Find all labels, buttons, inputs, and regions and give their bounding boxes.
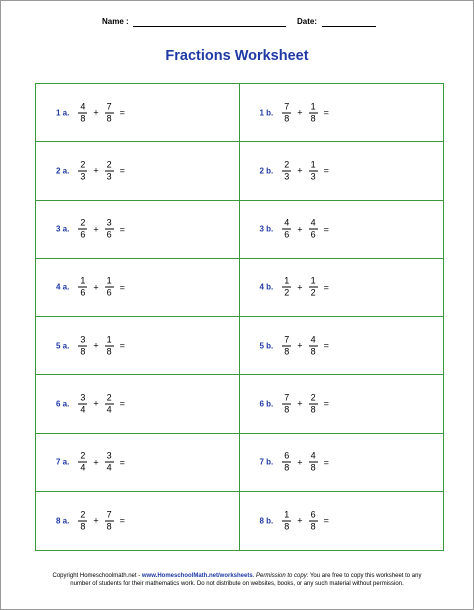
fraction	[105, 159, 114, 182]
fraction	[78, 451, 87, 474]
denominator: 2	[310, 287, 316, 298]
plus-sign: +	[93, 107, 99, 118]
fraction	[282, 392, 291, 415]
problem-label: 3 a.	[56, 224, 70, 234]
numerator: 1	[310, 159, 316, 170]
denominator: 8	[80, 346, 86, 357]
fraction	[282, 334, 291, 357]
problem-label: 4 a.	[56, 282, 70, 292]
numerator: 4	[310, 334, 316, 345]
problem	[260, 276, 329, 299]
problem-grid	[35, 83, 444, 551]
denominator: 4	[80, 462, 86, 473]
fraction	[282, 451, 291, 474]
equals-sign: =	[119, 282, 125, 293]
denominator: 6	[80, 229, 86, 240]
fraction	[105, 334, 114, 357]
problem	[260, 451, 329, 474]
plus-sign: +	[297, 282, 303, 293]
fraction	[309, 276, 318, 299]
problem-cell	[36, 259, 240, 317]
denominator: 8	[310, 113, 316, 124]
numerator: 1	[106, 275, 112, 286]
denominator: 6	[284, 229, 290, 240]
problem-cell	[240, 434, 444, 492]
denominator: 8	[284, 404, 290, 415]
problem	[56, 334, 125, 357]
problem	[260, 392, 329, 415]
problem-label: 2 b.	[259, 166, 274, 176]
problem-cell	[36, 492, 240, 550]
problem-label: 7 a.	[56, 457, 70, 467]
fraction	[309, 218, 318, 241]
denominator: 8	[310, 462, 316, 473]
footer-copyright: Copyright Homeschoolmath.net -	[52, 573, 142, 579]
fraction	[105, 509, 114, 532]
numerator: 2	[310, 392, 316, 403]
problem	[56, 101, 125, 124]
fraction	[282, 101, 291, 124]
problem	[260, 159, 329, 182]
denominator: 2	[284, 287, 290, 298]
plus-sign: +	[93, 282, 99, 293]
plus-sign: +	[297, 515, 303, 526]
equals-sign: =	[119, 340, 125, 351]
problem-cell	[36, 142, 240, 200]
fraction	[78, 392, 87, 415]
footer-permission-text: You are free to copy this worksheet to any	[308, 573, 422, 579]
equals-sign: =	[119, 398, 125, 409]
numerator: 4	[80, 101, 86, 112]
page-title: Fractions Worksheet	[165, 48, 309, 64]
denominator: 3	[80, 171, 86, 182]
numerator: 4	[284, 217, 290, 228]
problem-label: 3 b.	[259, 224, 274, 234]
date-label: Date:	[297, 17, 318, 26]
equals-sign: =	[323, 107, 329, 118]
denominator: 8	[310, 521, 316, 532]
problem-label: 1 b.	[259, 108, 274, 118]
denominator: 6	[310, 229, 316, 240]
equals-sign: =	[119, 515, 125, 526]
problem	[56, 276, 125, 299]
fraction	[78, 509, 87, 532]
equals-sign: =	[323, 457, 329, 468]
problem	[56, 509, 125, 532]
fraction	[78, 101, 87, 124]
denominator: 4	[106, 404, 112, 415]
problem-label: 7 b.	[259, 457, 274, 467]
problem-cell	[36, 201, 240, 259]
numerator: 1	[310, 101, 316, 112]
plus-sign: +	[297, 224, 303, 235]
denominator: 3	[106, 171, 112, 182]
numerator: 3	[80, 334, 86, 345]
denominator: 8	[284, 521, 290, 532]
problem-cell	[240, 317, 444, 375]
footer-link[interactable]: www.HomeschoolMath.net/worksheets	[141, 573, 253, 579]
fraction	[282, 159, 291, 182]
problem-label: 5 b.	[259, 341, 274, 351]
denominator: 3	[284, 171, 290, 182]
fraction	[282, 509, 291, 532]
numerator: 6	[310, 509, 316, 520]
problem-cell	[240, 142, 444, 200]
problem-cell	[36, 375, 240, 433]
equals-sign: =	[323, 515, 329, 526]
problem-label: 2 a.	[56, 166, 70, 176]
denominator: 8	[106, 113, 112, 124]
numerator: 1	[284, 509, 290, 520]
denominator: 6	[106, 229, 112, 240]
denominator: 8	[284, 462, 290, 473]
fraction	[309, 334, 318, 357]
plus-sign: +	[93, 457, 99, 468]
fraction	[105, 218, 114, 241]
footer-line-1: Copyright Homeschoolmath.net - www.HomeschoolMath.net/worksheets. Permission to copy: You are free to copy this worksheet to any	[52, 573, 422, 579]
numerator: 2	[80, 217, 86, 228]
numerator: 2	[80, 159, 86, 170]
fraction	[309, 159, 318, 182]
denominator: 8	[284, 113, 290, 124]
numerator: 1	[80, 275, 86, 286]
denominator: 8	[80, 113, 86, 124]
name-line	[133, 26, 286, 27]
fraction	[309, 101, 318, 124]
numerator: 2	[106, 159, 112, 170]
fraction	[105, 101, 114, 124]
numerator: 4	[310, 450, 316, 461]
plus-sign: +	[93, 398, 99, 409]
fraction	[105, 276, 114, 299]
numerator: 6	[284, 450, 290, 461]
header-row	[0, 17, 474, 31]
problem-cell	[240, 492, 444, 550]
plus-sign: +	[297, 398, 303, 409]
equals-sign: =	[323, 398, 329, 409]
fraction	[78, 334, 87, 357]
fraction	[282, 276, 291, 299]
equals-sign: =	[323, 340, 329, 351]
plus-sign: +	[93, 165, 99, 176]
denominator: 6	[106, 287, 112, 298]
numerator: 3	[106, 450, 112, 461]
plus-sign: +	[93, 224, 99, 235]
fraction	[105, 451, 114, 474]
equals-sign: =	[323, 165, 329, 176]
footer-line-2: number of students for their mathematics work. Do not distribute on websites, books, or any such material without permission.	[70, 581, 404, 587]
numerator: 1	[310, 275, 316, 286]
fraction	[309, 509, 318, 532]
plus-sign: +	[297, 107, 303, 118]
denominator: 4	[106, 462, 112, 473]
fraction	[78, 218, 87, 241]
numerator: 2	[106, 392, 112, 403]
problem-cell	[36, 317, 240, 375]
denominator: 3	[310, 171, 316, 182]
fraction	[78, 159, 87, 182]
equals-sign: =	[119, 224, 125, 235]
problem	[260, 101, 329, 124]
numerator: 7	[284, 392, 290, 403]
plus-sign: +	[297, 165, 303, 176]
fraction	[282, 218, 291, 241]
numerator: 2	[80, 450, 86, 461]
denominator: 4	[80, 404, 86, 415]
name-label: Name :	[102, 17, 129, 26]
problem-cell	[240, 84, 444, 142]
problem-cell	[240, 201, 444, 259]
problem	[260, 334, 329, 357]
problem	[56, 159, 125, 182]
date-line	[322, 26, 376, 27]
problem-label: 4 b.	[259, 282, 274, 292]
problem-label: 8 a.	[56, 516, 70, 526]
problem-label: 5 a.	[56, 341, 70, 351]
problem-label: 6 a.	[56, 399, 70, 409]
problem	[260, 509, 329, 532]
denominator: 8	[310, 404, 316, 415]
problem	[56, 451, 125, 474]
fraction	[105, 392, 114, 415]
equals-sign: =	[323, 224, 329, 235]
plus-sign: +	[93, 515, 99, 526]
footer-permission-label: Permission to copy:	[256, 573, 309, 579]
fraction	[309, 451, 318, 474]
plus-sign: +	[93, 340, 99, 351]
problem-label: 8 b.	[259, 516, 274, 526]
numerator: 3	[80, 392, 86, 403]
plus-sign: +	[297, 340, 303, 351]
numerator: 1	[106, 334, 112, 345]
equals-sign: =	[119, 107, 125, 118]
numerator: 7	[284, 334, 290, 345]
numerator: 7	[106, 101, 112, 112]
denominator: 6	[80, 287, 86, 298]
numerator: 7	[106, 509, 112, 520]
plus-sign: +	[297, 457, 303, 468]
problem-cell	[240, 259, 444, 317]
problem	[56, 392, 125, 415]
denominator: 8	[106, 521, 112, 532]
equals-sign: =	[323, 282, 329, 293]
denominator: 8	[106, 346, 112, 357]
problem-label: 6 b.	[259, 399, 274, 409]
problem	[56, 218, 125, 241]
denominator: 8	[284, 346, 290, 357]
problem-cell	[36, 434, 240, 492]
footer	[0, 572, 474, 588]
fraction	[309, 392, 318, 415]
problem-label: 1 a.	[56, 108, 70, 118]
denominator: 8	[80, 521, 86, 532]
numerator: 2	[80, 509, 86, 520]
numerator: 4	[310, 217, 316, 228]
fraction	[78, 276, 87, 299]
numerator: 2	[284, 159, 290, 170]
problem	[260, 218, 329, 241]
equals-sign: =	[119, 457, 125, 468]
equals-sign: =	[119, 165, 125, 176]
problem-cell	[240, 375, 444, 433]
numerator: 1	[284, 275, 290, 286]
problem-cell	[36, 84, 240, 142]
numerator: 3	[106, 217, 112, 228]
denominator: 8	[310, 346, 316, 357]
numerator: 7	[284, 101, 290, 112]
